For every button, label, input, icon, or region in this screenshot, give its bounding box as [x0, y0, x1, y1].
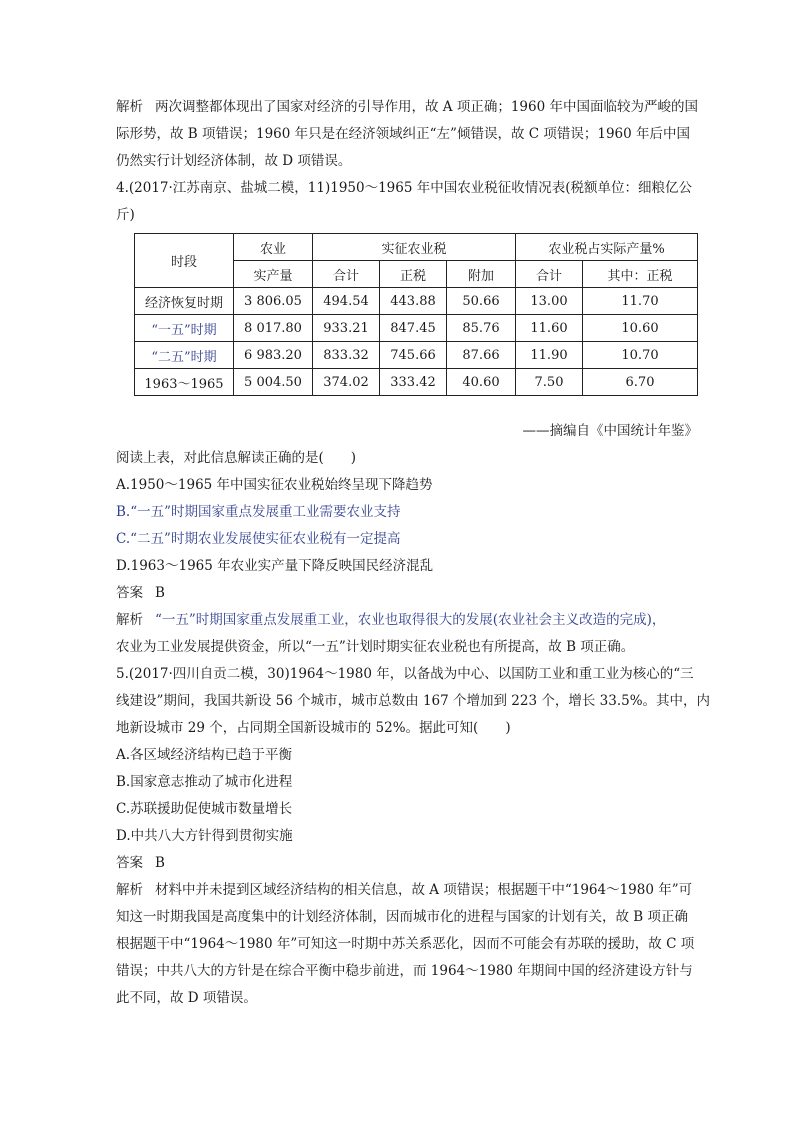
cell: 11.70 [583, 288, 698, 315]
header-sub-extra: 附加 [447, 261, 516, 288]
q4-analysis-line-1 [116, 607, 706, 634]
q5-analysis-line-2: 知这一时期我国是高度集中的计划经济体制，因而城市化的进程与国家的计划有关，故 B 项正确 [116, 909, 689, 925]
cell: 6 983.20 [234, 342, 313, 369]
cell: 933.21 [313, 315, 380, 342]
q4-option-d: D.1963～1965 年农业实产量下降反映国民经济混乱 [116, 558, 434, 574]
table-header-row-1 [135, 234, 698, 261]
cell: 85.76 [447, 315, 516, 342]
q5-analysis-text-1: 材料中并未提到区域经济结构的相关信息，故 A 项错误；根据题干中“1964～1980 年”可 [155, 882, 693, 898]
q5-option-c: C.苏联援助促使城市数量增长 [116, 801, 293, 817]
header-sub-ratio-total: 合计 [516, 261, 583, 288]
q5-stem-line-2: 线建设”期间，我国共新设 56 个城市，城市总数由 167 个增加到 223 个，增长 33.5%。其中，内 [116, 693, 711, 709]
cell: 333.42 [380, 369, 447, 396]
cell: 7.50 [516, 369, 583, 396]
cell: 3 806.05 [234, 288, 313, 315]
cell-period: 1963～1965 [135, 369, 234, 396]
q4-option-b: B.“一五”时期国家重点发展重工业需要农业支持 [116, 504, 401, 520]
table-row [135, 288, 698, 315]
cell-period: 经济恢复时期 [135, 288, 234, 315]
header-period: 时段 [135, 234, 234, 288]
q5-stem-line-1: 5.(2017·四川自贡二模，30)1964～1980 年，以备战为中心、以国防工业和重工业为核心的“三 [116, 666, 694, 682]
table-row [135, 342, 698, 369]
cell-period: “一五”时期 [135, 315, 234, 342]
q4-option-a: A.1950～1965 年中国实征农业税始终呈现下降趋势 [116, 477, 433, 493]
table-row [135, 369, 698, 396]
header-tax-group: 实征农业税 [313, 234, 516, 261]
q4-stem-line-2: 斤) [116, 207, 135, 223]
q4-analysis-text-1: “一五”时期国家重点发展重工业，农业也取得很大的发展(农业社会主义改造的完成)， [155, 612, 666, 628]
answer-label: 答案 [116, 855, 143, 871]
cell: 5 004.50 [234, 369, 313, 396]
header-sub-main: 正税 [380, 261, 447, 288]
document-page [116, 94, 711, 1012]
q5-analysis-line-4: 错误；中共八大的方针是在综合平衡中稳步前进，而 1964～1980 年期间中国的经济建设方针与 [116, 963, 693, 979]
cell: 494.54 [313, 288, 380, 315]
cell: 40.60 [447, 369, 516, 396]
header-sub-ratio-main: 其中：正税 [583, 261, 698, 288]
cell: 847.45 [380, 315, 447, 342]
q5-analysis-line-5: 此不同，故 D 项错误。 [116, 990, 257, 1006]
analysis-label: 解析 [116, 612, 143, 628]
answer-value: B [155, 855, 165, 871]
q5-option-b: B.国家意志推动了城市化进程 [116, 774, 293, 790]
cell: 13.00 [516, 288, 583, 315]
header-output-1: 农业 [234, 234, 313, 261]
q4-answer [116, 580, 706, 607]
cell: 50.66 [447, 288, 516, 315]
q5-analysis-line-1 [116, 877, 706, 904]
cell: 6.70 [583, 369, 698, 396]
analysis-label: 解析 [116, 99, 143, 115]
q3-analysis-line-1 [116, 94, 706, 121]
cell: 11.60 [516, 315, 583, 342]
q5-option-a: A.各区域经济结构已趋于平衡 [116, 747, 293, 763]
q3-analysis-text-1: 两次调整都体现出了国家对经济的引导作用，故 A 项正确；1960 年中国面临较为严峻的国 [155, 99, 698, 115]
cell: 374.02 [313, 369, 380, 396]
q4-analysis-line-2: 农业为工业发展提供资金，所以“一五”计划时期实征农业税也有所提高，故 B 项正确。 [116, 639, 635, 655]
q4-option-c: C.“二五”时期农业发展使实征农业税有一定提高 [116, 531, 401, 547]
q5-analysis-line-3: 根据题干中“1964～1980 年”可知这一时期中苏关系恶化，因而不可能会有苏联的援助，故 C 项 [116, 936, 695, 952]
q4-question: 阅读上表，对此信息解读正确的是( ) [116, 450, 357, 466]
q3-analysis-line-3: 仍然实行计划经济体制，故 D 项错误。 [116, 153, 352, 169]
header-ratio-group: 农业税占实际产量% [516, 234, 698, 261]
q5-stem-line-3: 地新设城市 29 个，占同期全国新设城市的 52%。据此可知( ) [116, 720, 511, 736]
analysis-label: 解析 [116, 882, 143, 898]
q5-answer [116, 850, 706, 877]
cell: 10.60 [583, 315, 698, 342]
cell: 10.70 [583, 342, 698, 369]
agricultural-tax-table [134, 233, 698, 396]
answer-value: B [155, 585, 165, 601]
table-row [135, 315, 698, 342]
table-source: ——摘编自《中国统计年鉴》 [522, 423, 698, 439]
cell: 443.88 [380, 288, 447, 315]
q3-analysis-line-2: 际形势，故 B 项错误；1960 年只是在经济领域纠正“左”倾错误，故 C 项错误；1960 年后中国 [116, 126, 691, 142]
header-sub-total: 合计 [313, 261, 380, 288]
cell: 11.90 [516, 342, 583, 369]
cell: 87.66 [447, 342, 516, 369]
answer-label: 答案 [116, 585, 143, 601]
q5-option-d: D.中共八大方针得到贯彻实施 [116, 828, 293, 844]
cell: 8 017.80 [234, 315, 313, 342]
cell-period: “二五”时期 [135, 342, 234, 369]
header-output-2: 实产量 [234, 261, 313, 288]
q4-stem-line-1: 4.(2017·江苏南京、盐城二模，11)1950～1965 年中国农业税征收情况表(税额单位：细粮亿公 [116, 180, 693, 196]
cell: 833.32 [313, 342, 380, 369]
cell: 745.66 [380, 342, 447, 369]
